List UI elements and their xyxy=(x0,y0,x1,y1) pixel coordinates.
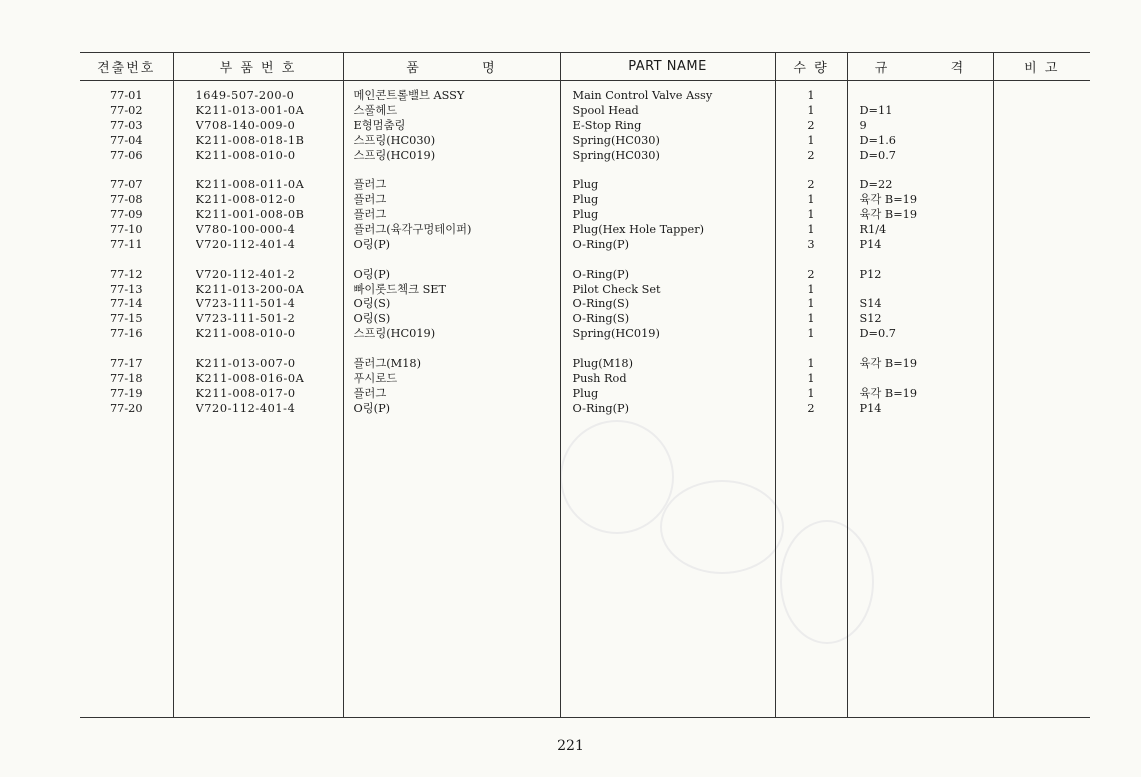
name-kr-cell: 푸시로드 xyxy=(353,371,398,385)
part-name-cell: O-Ring(S) xyxy=(572,312,630,326)
ref-no-cell: 77-03 xyxy=(109,118,143,132)
part-no-cell: K211-008-012-0 xyxy=(195,193,296,207)
qty-cell: 1 xyxy=(807,223,815,237)
ref-no-cell: 77-10 xyxy=(109,223,143,237)
qty-cell: 1 xyxy=(807,89,815,102)
qty-cell: 1 xyxy=(807,208,815,222)
header-part-no: 부 품 번 호 xyxy=(173,53,343,81)
part-name-cell: Plug xyxy=(572,193,599,207)
part-name-cell: O-Ring(P) xyxy=(572,401,630,415)
qty-cell: 2 xyxy=(807,401,815,415)
group-gap xyxy=(573,342,775,357)
spec-cell: 육각 B=19 xyxy=(859,208,918,222)
name-kr-cell: O링(P) xyxy=(353,401,391,415)
part-no-cell: K211-008-011-0A xyxy=(195,178,305,192)
ref-no-cell: 77-11 xyxy=(109,237,143,251)
qty-cell: 1 xyxy=(807,327,815,341)
name-kr-cell: 플러그 xyxy=(353,178,387,192)
name-kr-cell: 스프링(HC019) xyxy=(353,148,436,162)
part-name-cell: Plug xyxy=(572,178,599,192)
qty-cell: 1 xyxy=(807,133,815,147)
part-no-cell: V723-111-501-4 xyxy=(195,297,296,311)
column-ref-no xyxy=(80,81,173,718)
name-kr-cell: 플러그(M18) xyxy=(353,357,421,371)
group-gap xyxy=(860,342,993,357)
header-part-name: PART NAME xyxy=(560,53,775,81)
group-gap xyxy=(80,163,173,178)
ref-no-cell: 77-20 xyxy=(109,401,143,415)
part-no-cell: K211-013-007-0 xyxy=(195,357,296,371)
spec-cell: 육각 B=19 xyxy=(859,357,918,371)
spec-cell: S14 xyxy=(859,297,882,311)
name-kr-cell: 빠이롯드첵크 SET xyxy=(353,282,447,296)
part-no-cell: V720-112-401-4 xyxy=(195,237,296,251)
ref-no-cell: 77-07 xyxy=(109,178,143,192)
group-gap xyxy=(776,253,847,268)
column-part-no xyxy=(173,81,343,718)
ref-no-cell: 77-01 xyxy=(109,89,143,102)
part-no-cell: V720-112-401-4 xyxy=(195,401,296,415)
part-name-cell: Plug xyxy=(572,208,599,222)
name-kr-cell: 스풀헤드 xyxy=(353,103,398,117)
part-no-cell: K211-008-017-0 xyxy=(195,386,296,400)
spec-cell: D=22 xyxy=(859,178,893,192)
group-gap xyxy=(196,253,343,268)
ref-no-cell: 77-18 xyxy=(109,371,143,385)
qty-cell: 3 xyxy=(807,237,815,251)
spec-cell: 9 xyxy=(859,118,867,132)
name-kr-cell: 플러그 xyxy=(353,193,387,207)
ref-no-cell: 77-13 xyxy=(109,282,143,296)
ref-no-cell: 77-02 xyxy=(109,103,143,117)
part-no-cell: 1649-507-200-0 xyxy=(195,89,295,102)
qty-cell: 1 xyxy=(807,193,815,207)
part-name-cell: Spring(HC030) xyxy=(572,133,660,147)
group-gap xyxy=(354,163,560,178)
ref-no-cell: 77-17 xyxy=(109,357,143,371)
spec-cell: P12 xyxy=(859,267,882,281)
group-gap xyxy=(196,342,343,357)
spec-cell: 육각 B=19 xyxy=(859,386,918,400)
spec-cell: D=1.6 xyxy=(859,133,896,147)
ref-no-cell: 77-08 xyxy=(109,193,143,207)
qty-cell: 1 xyxy=(807,297,815,311)
part-name-cell: Push Rod xyxy=(572,371,627,385)
header-qty: 수 량 xyxy=(775,53,847,81)
part-name-cell: Spring(HC019) xyxy=(572,327,660,341)
name-kr-cell: 플러그 xyxy=(353,208,387,222)
ref-no-cell: 77-04 xyxy=(109,133,143,147)
name-kr-cell: 플러그 xyxy=(353,386,387,400)
qty-cell: 1 xyxy=(807,103,815,117)
spec-cell xyxy=(860,283,993,298)
group-gap xyxy=(354,253,560,268)
part-no-cell: K211-001-008-0B xyxy=(195,208,305,222)
name-kr-cell: 메인콘트롤밸브 ASSY xyxy=(353,89,465,102)
spec-cell: R1/4 xyxy=(859,223,887,237)
spec-cell: D=0.7 xyxy=(859,327,896,341)
group-gap xyxy=(196,163,343,178)
ref-no-cell: 77-06 xyxy=(109,148,143,162)
part-no-cell: K211-008-016-0A xyxy=(195,371,305,385)
group-gap xyxy=(573,253,775,268)
group-gap xyxy=(860,253,993,268)
part-name-cell: Plug(M18) xyxy=(572,357,633,371)
part-name-cell: Spool Head xyxy=(572,103,639,117)
name-kr-cell: 플러그(육각구멍테이퍼) xyxy=(353,223,472,237)
name-kr-cell: 스프링(HC030) xyxy=(353,133,436,147)
column-name-kr xyxy=(343,81,560,718)
page-number: 221 xyxy=(557,738,584,754)
name-kr-cell: O링(S) xyxy=(353,312,391,326)
part-no-cell: K211-008-010-0 xyxy=(195,327,296,341)
spec-cell: P14 xyxy=(859,401,882,415)
qty-cell: 2 xyxy=(807,267,815,281)
column-remark xyxy=(993,81,1090,718)
part-name-cell: O-Ring(S) xyxy=(572,297,630,311)
header-no: 견출번호 xyxy=(80,53,173,81)
group-gap xyxy=(80,342,173,357)
part-name-cell: Pilot Check Set xyxy=(572,282,661,296)
name-kr-cell: E형멈춤링 xyxy=(353,118,406,132)
group-gap xyxy=(776,342,847,357)
ref-no-cell: 77-14 xyxy=(109,297,143,311)
part-name-cell: Plug xyxy=(572,386,599,400)
ref-no-cell: 77-15 xyxy=(109,312,143,326)
qty-cell: 1 xyxy=(807,371,815,385)
part-name-cell: O-Ring(P) xyxy=(572,267,630,281)
part-no-cell: V723-111-501-2 xyxy=(195,312,296,326)
qty-cell: 2 xyxy=(807,148,815,162)
qty-cell: 1 xyxy=(807,386,815,400)
name-kr-cell: O링(P) xyxy=(353,237,391,251)
header-name-kr: 품 명 xyxy=(343,53,560,81)
ref-no-cell: 77-09 xyxy=(109,208,143,222)
qty-cell: 2 xyxy=(807,118,815,132)
spec-cell: S12 xyxy=(859,312,882,326)
group-gap xyxy=(354,342,560,357)
part-no-cell: V780-100-000-4 xyxy=(195,223,296,237)
group-gap xyxy=(860,163,993,178)
table-header-row xyxy=(80,53,1090,81)
column-part-name xyxy=(560,81,775,718)
part-no-cell: V708-140-009-0 xyxy=(195,118,296,132)
part-name-cell: Spring(HC030) xyxy=(572,148,660,162)
column-qty xyxy=(775,81,847,718)
qty-cell: 2 xyxy=(807,178,815,192)
header-spec: 규 격 xyxy=(847,53,993,81)
header-remark: 비 고 xyxy=(993,53,1090,81)
column-spec xyxy=(847,81,993,718)
part-name-cell: O-Ring(P) xyxy=(572,237,630,251)
name-kr-cell: O링(S) xyxy=(353,297,391,311)
part-name-cell: Plug(Hex Hole Tapper) xyxy=(572,223,705,237)
spec-cell xyxy=(860,89,993,104)
spec-cell: P14 xyxy=(859,237,882,251)
qty-cell: 1 xyxy=(807,282,815,296)
part-no-cell: K211-008-010-0 xyxy=(195,148,296,162)
spec-cell xyxy=(860,372,993,387)
part-no-cell: V720-112-401-2 xyxy=(195,267,296,281)
spec-cell: D=0.7 xyxy=(859,148,896,162)
name-kr-cell: 스프링(HC019) xyxy=(353,327,436,341)
table-body-row xyxy=(80,81,1090,718)
group-gap xyxy=(573,163,775,178)
qty-cell: 1 xyxy=(807,357,815,371)
part-no-cell: K211-013-001-0A xyxy=(195,103,305,117)
ref-no-cell: 77-16 xyxy=(109,327,143,341)
qty-cell: 1 xyxy=(807,312,815,326)
spec-cell: 육각 B=19 xyxy=(859,193,918,207)
group-gap xyxy=(776,163,847,178)
parts-table xyxy=(80,52,1090,718)
ref-no-cell: 77-12 xyxy=(109,267,143,281)
ref-no-cell: 77-19 xyxy=(109,386,143,400)
part-name-cell: Main Control Valve Assy xyxy=(572,89,713,102)
group-gap xyxy=(80,253,173,268)
spec-cell: D=11 xyxy=(859,103,893,117)
part-no-cell: K211-013-200-0A xyxy=(195,282,305,296)
part-name-cell: E-Stop Ring xyxy=(572,118,642,132)
name-kr-cell: O링(P) xyxy=(353,267,391,281)
part-no-cell: K211-008-018-1B xyxy=(195,133,305,147)
